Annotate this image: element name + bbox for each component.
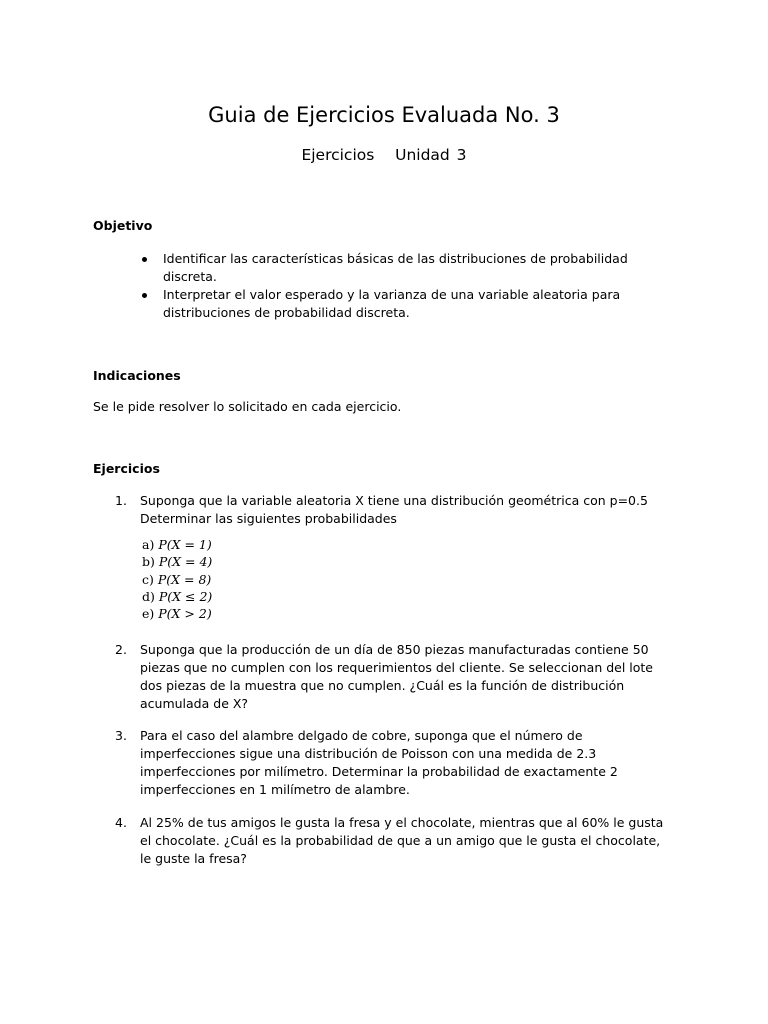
objetivo-bullet: Identificar las características básicas de las distribuciones de probabilidad discreta. bbox=[140, 250, 660, 286]
exercise-item-4 bbox=[115, 814, 675, 868]
probability-expression: P(X = 4) bbox=[158, 554, 213, 570]
probability-label: d) bbox=[142, 588, 155, 604]
probability-label: c) bbox=[142, 571, 154, 587]
exercise-text: Al 25% de tus amigos le gusta la fresa y el chocolate, mientras que al 60% le gusta el chocolate. ¿Cuál es la probabilidad de que a un amigo que le gusta el chocolate, le guste la fresa? bbox=[140, 815, 664, 866]
probability-expression: P(X > 2) bbox=[158, 606, 212, 622]
exercise-text: Suponga que la variable aleatoria X tiene una distribución geométrica con p=0.5 Determinar las siguientes probabilidades bbox=[140, 493, 648, 526]
indicaciones-heading: Indicaciones bbox=[93, 368, 181, 383]
probability-label: e) bbox=[142, 606, 155, 622]
exercise-text: Para el caso del alambre delgado de cobre, suponga que el número de imperfecciones sigue una distribución de Poisson con una medida de 2.3 imperfecciones por milímetro. Determinar la probabilidad de exactamente 2 imperfecciones en 1 milímetro de alambre. bbox=[140, 728, 618, 797]
probability-expression: P(X = 1) bbox=[158, 537, 212, 552]
objetivo-bullet: Interpretar el valor esperado y la varianza de una variable aleatoria para distribuciones de probabilidad discreta. bbox=[140, 286, 660, 322]
probability-item bbox=[142, 536, 212, 553]
exercise-item-1 bbox=[115, 492, 675, 528]
probability-expression: P(X ≤ 2) bbox=[158, 588, 213, 604]
probability-item bbox=[142, 605, 212, 622]
objetivo-bullet-list bbox=[140, 250, 660, 322]
document-subtitle: Ejercicios Unidad 3 bbox=[301, 146, 467, 164]
exercise-item-2 bbox=[115, 641, 675, 713]
probability-item bbox=[142, 553, 212, 570]
objetivo-heading: Objetivo bbox=[93, 218, 153, 233]
exercise-number: 4. bbox=[115, 815, 127, 830]
indicaciones-text: Se le pide resolver lo solicitado en cada ejercicio. bbox=[93, 399, 402, 414]
exercise-item-3 bbox=[115, 727, 675, 799]
exercise-number: 2. bbox=[115, 642, 127, 657]
probability-item bbox=[142, 588, 212, 605]
exercise-text: Suponga que la producción de un día de 850 piezas manufacturadas contiene 50 piezas que no cumplen con los requerimientos del cliente. Se seleccionan del lote dos piezas de la muestra que no cumplen. ¿Cuál es la función de distribución acumulada de X? bbox=[140, 642, 654, 711]
probability-expression: P(X = 8) bbox=[157, 571, 212, 587]
exercise-number: 1. bbox=[115, 493, 127, 508]
probability-label: b) bbox=[142, 554, 155, 570]
document-title: Guia de Ejercicios Evaluada No. 3 bbox=[208, 103, 560, 127]
probability-label: a) bbox=[142, 537, 155, 552]
ejercicios-heading: Ejercicios bbox=[93, 461, 160, 476]
exercise-number: 3. bbox=[115, 728, 127, 743]
probability-list bbox=[142, 536, 212, 622]
probability-item bbox=[142, 571, 212, 588]
